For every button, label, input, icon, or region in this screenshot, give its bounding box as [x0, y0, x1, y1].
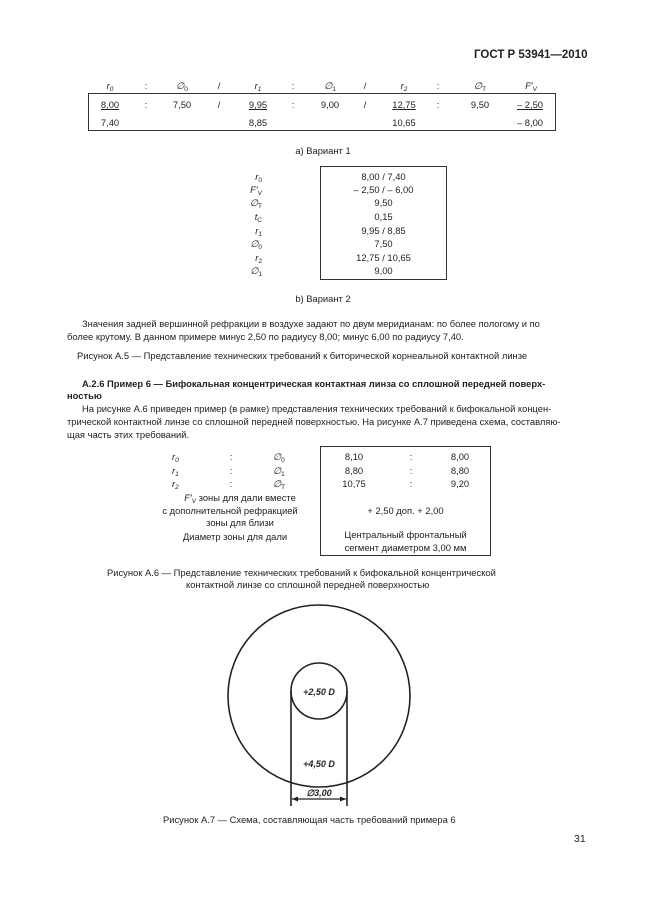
v2-value: 9,50: [374, 197, 393, 208]
v2-label: $\emptyset_0$: [250, 238, 262, 251]
cell: 12,75: [392, 99, 416, 110]
f6-colon: :: [229, 465, 233, 476]
head-colon: :: [291, 80, 295, 91]
v2-value: 12,75 / 10,65: [356, 252, 411, 263]
f6-colon: :: [409, 451, 413, 462]
f6-v2: 8,00: [450, 451, 470, 462]
head-r2: $r_2$: [400, 80, 408, 93]
section-text-line-3: щая часть этих требований.: [67, 429, 190, 440]
document-header: ГОСТ Р 53941—2010: [474, 49, 588, 61]
cell: – 8,00: [516, 117, 544, 128]
cell: :: [291, 99, 295, 110]
f6-label-r1: $r_1$: [172, 465, 179, 478]
cell: 9,00: [320, 99, 340, 110]
f6-dist-label: Диаметр зоны для дали: [182, 531, 288, 542]
cell: 8,85: [248, 117, 268, 128]
figure-a6-caption-line-1: Рисунок А.6 — Представление технических требований к бифокальной концентрической: [107, 567, 496, 578]
f6-desc-1: $F'_V$ зоны для дали вместе: [184, 492, 296, 505]
v2-label: $t_C$: [254, 211, 262, 224]
head-dT: $\emptyset_T$: [473, 80, 487, 93]
cell: – 2,50: [516, 99, 544, 110]
head-colon: :: [144, 80, 148, 91]
f6-mid: $\emptyset_0$: [273, 451, 285, 464]
v2-label: $r_1$: [255, 225, 262, 238]
v2-value: 9,95 / 8,85: [361, 225, 406, 236]
f6-v1: 10,75: [342, 478, 366, 489]
v2-value: – 2,50 / – 6,00: [353, 184, 414, 195]
v2-label: $r_0$: [255, 171, 262, 184]
cell: 9,50: [470, 99, 490, 110]
v2-value: 0,15: [374, 211, 393, 222]
head-colon: :: [436, 80, 440, 91]
f6-colon: :: [229, 451, 233, 462]
section-text-line-1: На рисунке А.6 приведен пример (в рамке) представления технических требований к бифокальной концен-: [82, 403, 552, 414]
section-text-line-2: трической контактной линзе со сплошной передней поверхностью. На рисунке А.7 приведена схема, составляю-: [67, 416, 561, 427]
f6-dist-value-1: Центральный фронтальный: [344, 529, 467, 540]
v2-label: $r_2$: [255, 252, 262, 265]
f6-v2: 8,80: [450, 465, 470, 476]
diameter-label: ∅3,00: [306, 788, 332, 798]
cell: 7,40: [100, 117, 120, 128]
inner-zone-label: +2,50 D: [303, 687, 335, 697]
f6-label-r2: $r_2$: [172, 478, 179, 491]
v2-value: 7,50: [374, 238, 393, 249]
f6-desc-value: + 2,50 доп. + 2,00: [367, 505, 444, 516]
section-title-line-1: А.2.6 Пример 6 — Бифокальная концентрическая контактная линза со сплошной передней поверх-: [82, 378, 546, 389]
figure-a7-caption: Рисунок А.7 — Схема, составляющая часть требований примера 6: [163, 814, 456, 825]
head-fv: $F'_V$: [525, 80, 537, 93]
v2-label: $\emptyset_T$: [249, 197, 262, 210]
f6-v1: 8,80: [344, 465, 364, 476]
f6-dist-value-2: сегмент диаметром 3,00 мм: [344, 542, 467, 553]
head-r1: $r_1$: [254, 80, 262, 93]
f6-colon: :: [409, 465, 413, 476]
f6-v2: 9,20: [450, 478, 470, 489]
cell: 9,95: [248, 99, 268, 110]
head-d1: $\emptyset_1$: [324, 80, 336, 93]
v2-label: $F'_V$: [250, 184, 262, 197]
outer-zone-label: +4,50 D: [303, 759, 335, 769]
f6-colon: :: [229, 478, 233, 489]
figure-a6-caption-line-2: контактной линзе со сплошной передней поверхностью: [186, 579, 430, 590]
head-slash: /: [217, 80, 221, 91]
cell: 10,65: [392, 117, 416, 128]
note-line-2: более крутому. В данном примере минус 2,50 по радиусу 8,00; минус 6,00 по радиусу 7,40.: [67, 331, 464, 342]
f6-desc-2: с дополнительной рефракцией: [162, 505, 298, 516]
section-title-line-2: ностью: [67, 390, 102, 401]
f6-v1: 8,10: [344, 451, 364, 462]
v2-label: $\emptyset_1$: [250, 265, 262, 278]
note-line-1: Значения задней вершинной рефракции в воздухе задают по двум меридианам: по более пологому и по: [82, 318, 540, 329]
page-number: 31: [574, 833, 586, 845]
f6-label-r0: $r_0$: [172, 451, 179, 464]
cell: :: [436, 99, 440, 110]
head-slash: /: [363, 80, 367, 91]
f6-colon: :: [409, 478, 413, 489]
v2-value: 8,00 / 7,40: [361, 171, 406, 182]
head-d0: $\emptyset_0$: [176, 80, 188, 93]
cell: 8,00: [100, 99, 120, 110]
cell: /: [217, 99, 221, 110]
variant2-caption: b) Вариант 2: [295, 293, 351, 304]
head-r0: $r_0$: [106, 80, 114, 93]
cell: :: [144, 99, 148, 110]
f6-mid: $\emptyset_1$: [273, 465, 285, 478]
cell: /: [363, 99, 367, 110]
variant1-caption: а) Вариант 1: [295, 145, 351, 156]
cell: 7,50: [172, 99, 192, 110]
f6-mid: $\emptyset_T$: [273, 478, 286, 491]
v2-value: 9,00: [374, 265, 393, 276]
figure-a5-caption: Рисунок А.5 — Представление технических требований к биторической корнеальной контактной линзе: [77, 350, 528, 361]
f6-desc-3: зоны для близи: [206, 517, 274, 528]
